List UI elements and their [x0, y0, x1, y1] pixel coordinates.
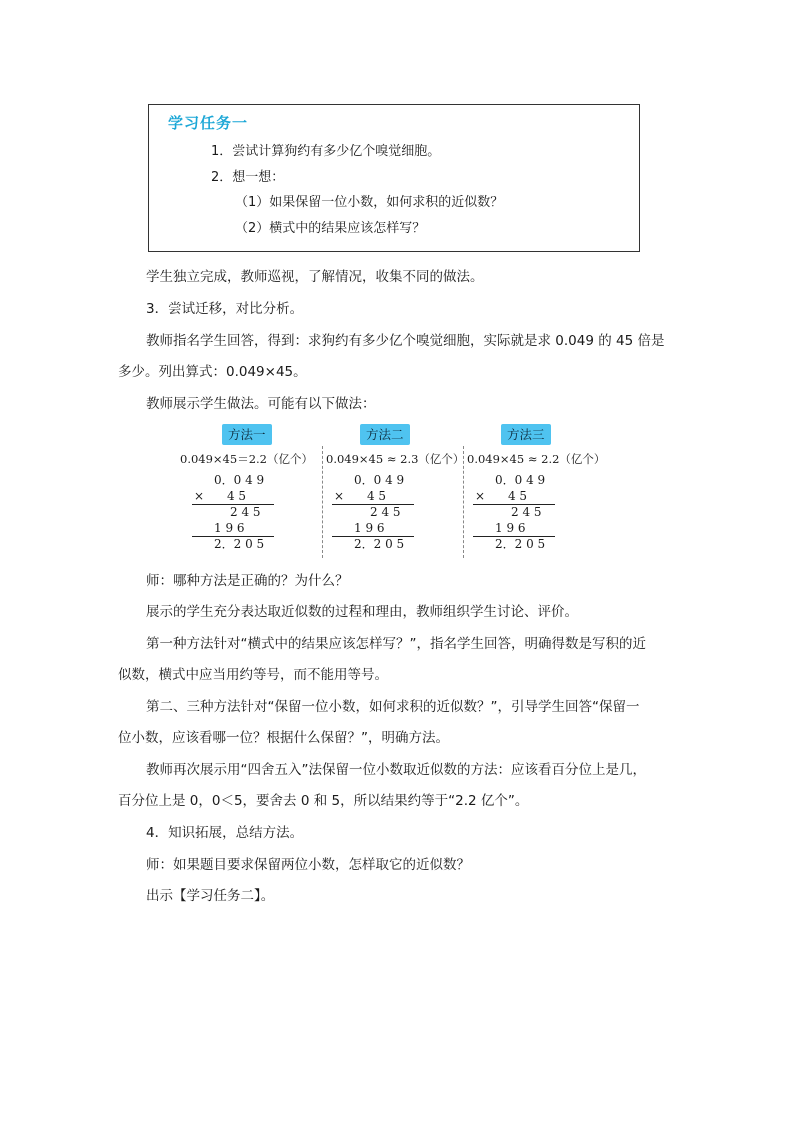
- paragraph: 4．知识拓展，总结方法。: [146, 825, 304, 841]
- vertical-multiplication: [467, 472, 607, 557]
- dashed-divider: [463, 446, 464, 558]
- mul-row: 1 9 6: [495, 521, 526, 535]
- method-one: [180, 424, 320, 559]
- vertical-multiplication: [180, 472, 320, 557]
- mul-row: 0．0 4 9: [495, 473, 546, 487]
- paragraph: 出示【学习任务二】。: [146, 888, 275, 904]
- method-equation: 0.049×45 ≈ 2.3（亿个）: [326, 452, 465, 466]
- methods-figure: [180, 424, 620, 559]
- paragraph: 师：哪种方法是正确的？为什么？: [146, 573, 349, 589]
- learning-task-box: [148, 104, 640, 252]
- method-tag: 方法三: [501, 424, 551, 445]
- vertical-multiplication: [326, 472, 466, 557]
- paragraph: 3．尝试迁移，对比分析。: [146, 301, 304, 317]
- mul-row: 1 9 6: [354, 521, 385, 535]
- paragraph: 教师展示学生做法。可能有以下做法：: [146, 396, 376, 412]
- mul-row: 0．0 4 9: [354, 473, 405, 487]
- method-tag: 方法一: [222, 424, 272, 445]
- mul-row: 2．2 0 5: [354, 537, 405, 551]
- paragraph: 百分位上是 0，0＜5，要舍去 0 和 5，所以结果约等于“2.2 亿个”。: [118, 793, 529, 809]
- method-three: [467, 424, 607, 559]
- mul-row: 2 4 5: [230, 505, 261, 519]
- mul-row: 1 9 6: [214, 521, 245, 535]
- paragraph: 学生独立完成，教师巡视，了解情况，收集不同的做法。: [146, 269, 484, 285]
- task-line: （2）横式中的结果应该怎样写？: [235, 221, 426, 236]
- task-box-title: 学习任务一: [168, 114, 249, 132]
- task-line: （1）如果保留一位小数，如何求积的近似数？: [235, 195, 504, 210]
- paragraph: 第一种方法针对“横式中的结果应该怎样写？”，指名学生回答，明确得数是写积的近: [146, 636, 646, 652]
- paragraph: 教师指名学生回答，得到：求狗约有多少亿个嗅觉细胞，实际就是求 0.049 的 45 倍是: [146, 333, 665, 349]
- paragraph: 师：如果题目要求保留两位小数，怎样取它的近似数？: [146, 857, 470, 873]
- paragraph: 展示的学生充分表达取近似数的过程和理由，教师组织学生讨论、评价。: [146, 604, 578, 620]
- mul-row: × 4 5: [194, 489, 247, 503]
- mul-row: × 4 5: [475, 489, 528, 503]
- method-equation: 0.049×45＝2.2（亿个）: [180, 452, 313, 466]
- method-equation: 0.049×45 ≈ 2.2（亿个）: [467, 452, 606, 466]
- dashed-divider: [322, 446, 323, 558]
- task-line: 2．想一想：: [211, 170, 285, 185]
- paragraph: 多少。列出算式：0.049×45。: [118, 364, 307, 380]
- mul-row: 2．2 0 5: [495, 537, 546, 551]
- task-line: 1．尝试计算狗约有多少亿个嗅觉细胞。: [211, 144, 441, 159]
- method-two: [326, 424, 466, 559]
- mul-row: 2．2 0 5: [214, 537, 265, 551]
- mul-row: 2 4 5: [370, 505, 401, 519]
- paragraph: 第二、三种方法针对“保留一位小数，如何求积的近似数？”，引导学生回答“保留一: [146, 699, 640, 715]
- paragraph: 位小数，应该看哪一位？根据什么保留？”，明确方法。: [118, 730, 449, 746]
- mul-row: 0．0 4 9: [214, 473, 265, 487]
- paragraph: 似数，横式中应当用约等号，而不能用等号。: [118, 667, 388, 683]
- mul-row: × 4 5: [334, 489, 387, 503]
- method-tag: 方法二: [360, 424, 410, 445]
- mul-row: 2 4 5: [511, 505, 542, 519]
- paragraph: 教师再次展示用“四舍五入”法保留一位小数取近似数的方法：应该看百分位上是几，: [146, 762, 646, 778]
